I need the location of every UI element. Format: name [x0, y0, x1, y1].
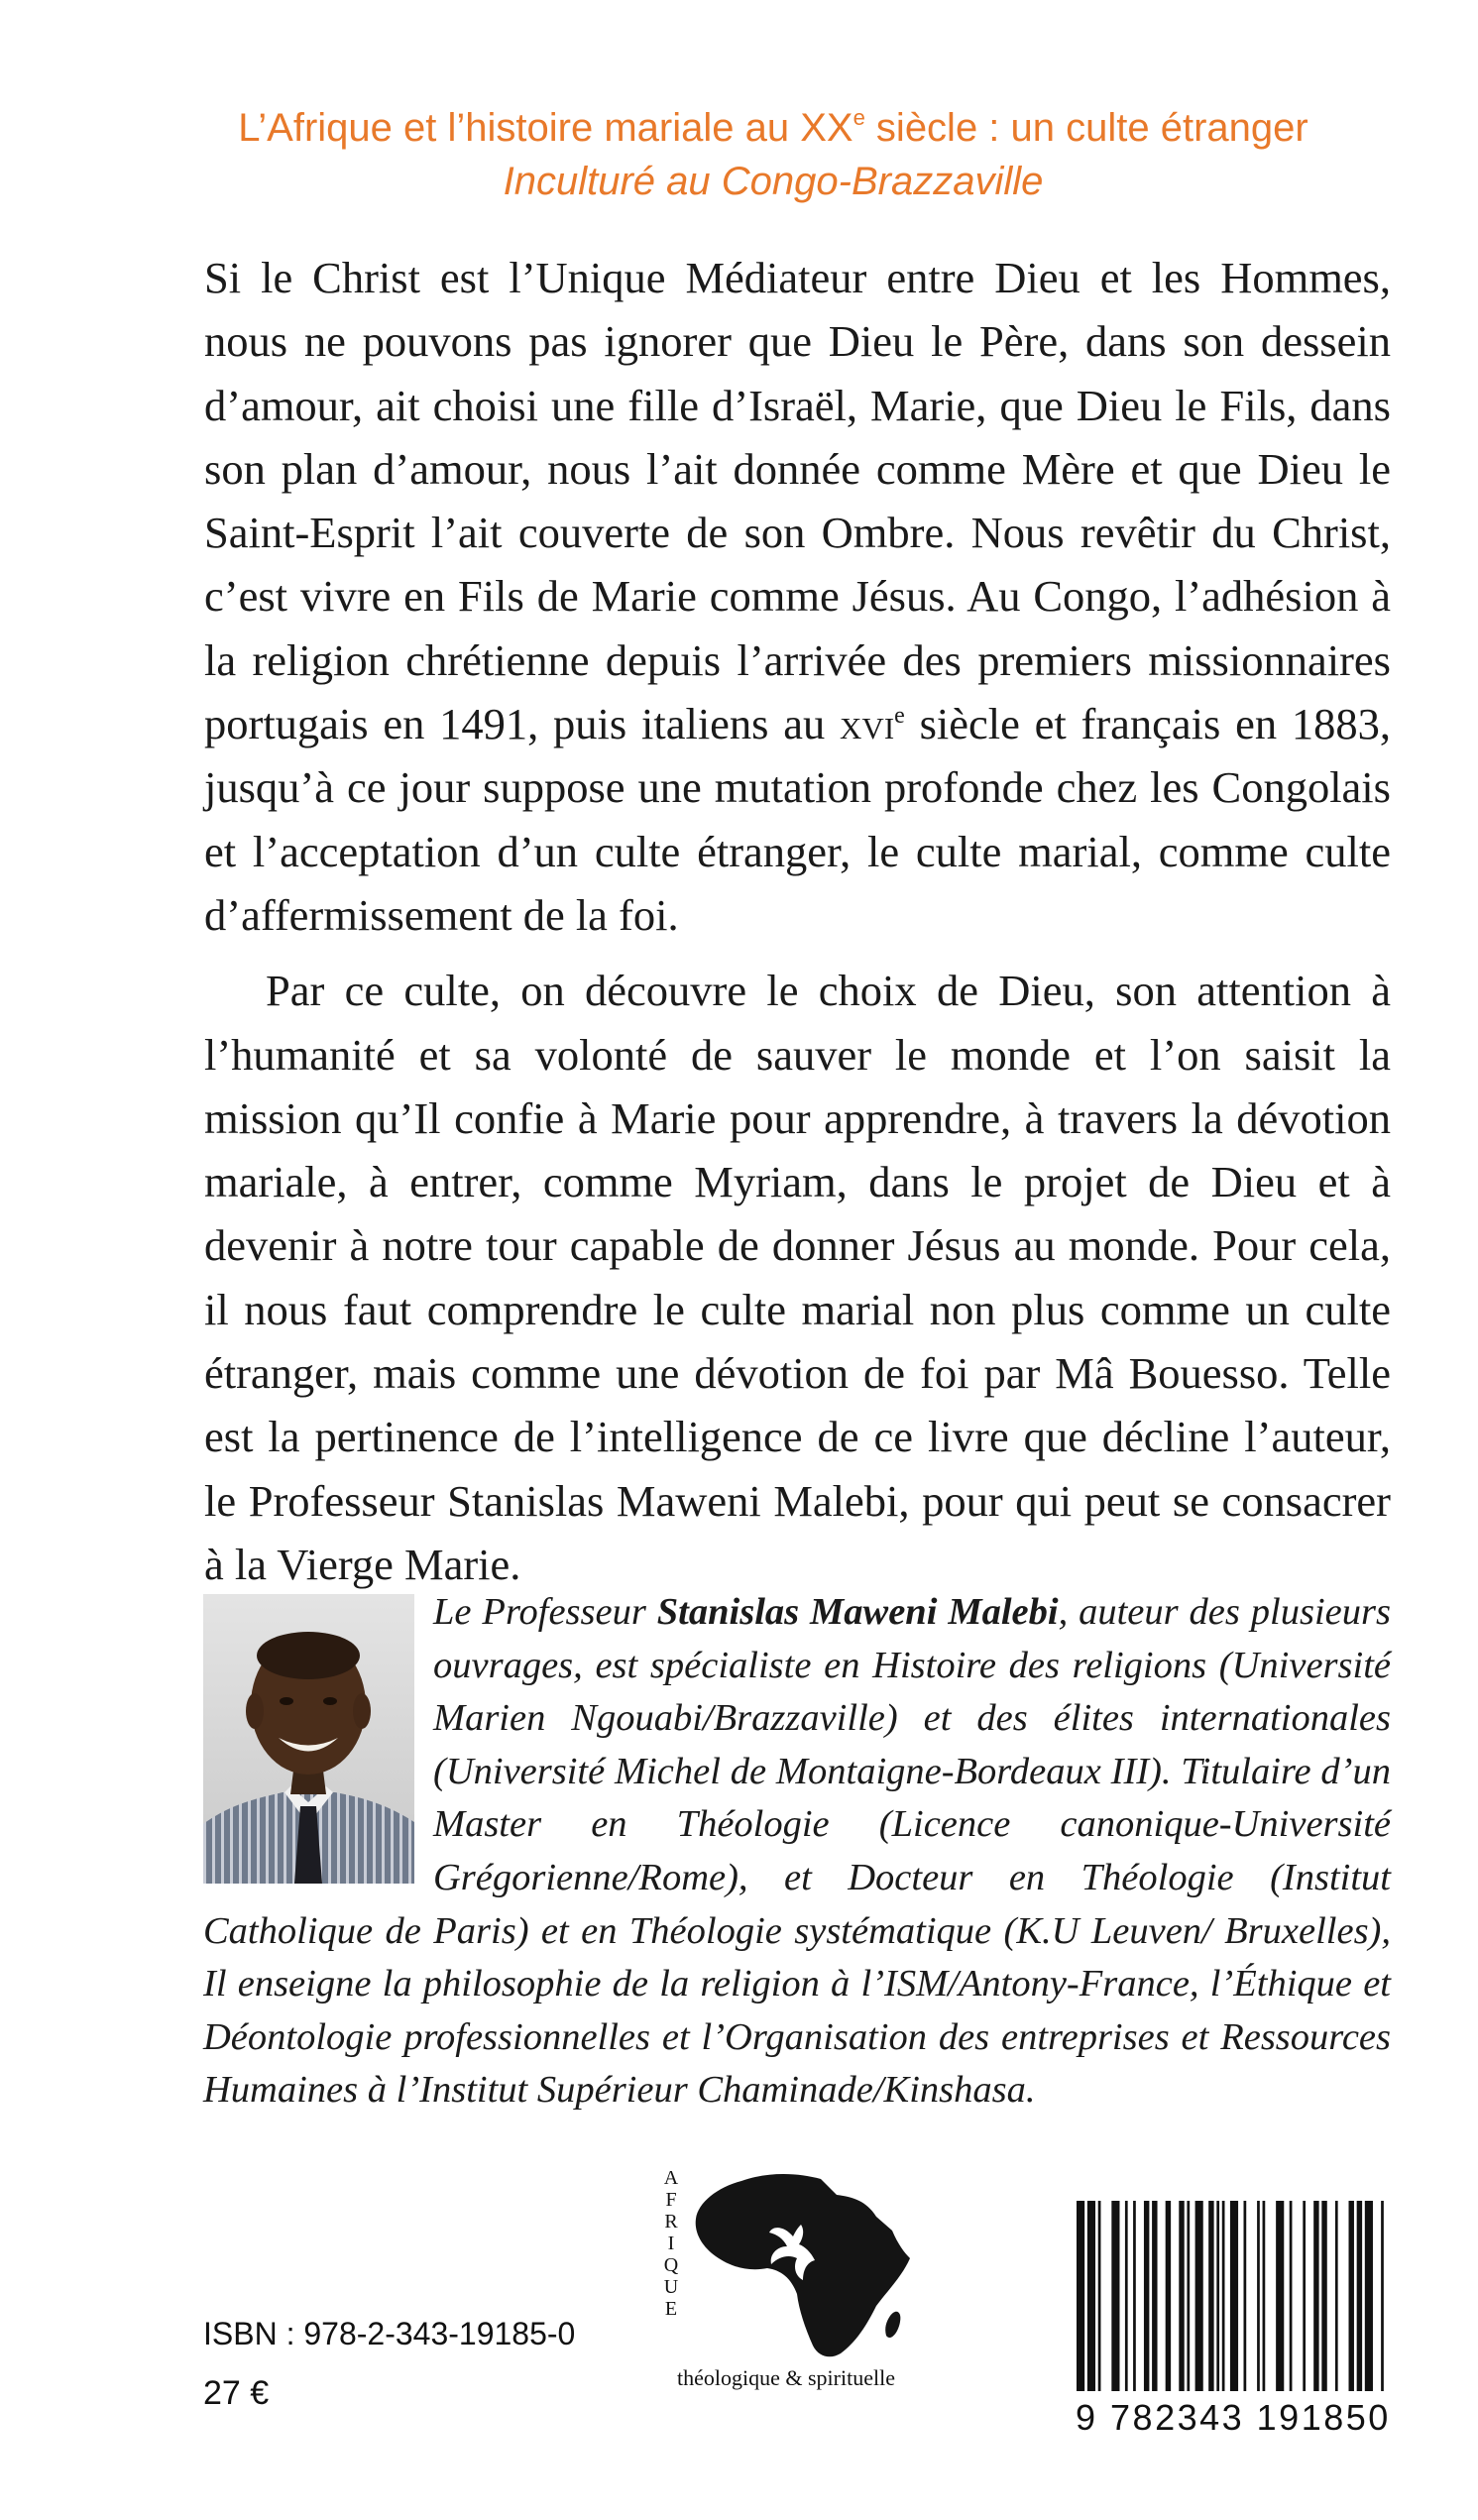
barcode-bar — [1144, 2201, 1149, 2391]
barcode-bar — [1077, 2201, 1084, 2391]
barcode-bar — [1321, 2201, 1326, 2391]
p1-text-b: siècle et français en 1883, jusqu’à ce jour suppose une mutation profonde chez les Congolais et l’acceptation d’un culte étranger, le culte marial, comme culte d’affermissement de la foi. — [204, 699, 1391, 940]
logo-letter: A — [663, 2167, 679, 2189]
publisher-logo — [642, 2167, 910, 2395]
logo-letter: R — [664, 2211, 678, 2233]
title-line-1-text: L’Afrique et l’histoire mariale au XX — [238, 106, 853, 150]
barcode-bar — [1290, 2201, 1293, 2391]
barcode-bar — [1222, 2201, 1225, 2391]
barcode-bar — [1276, 2201, 1284, 2391]
barcode-bar — [1335, 2201, 1338, 2391]
barcode-bar — [1381, 2201, 1384, 2391]
barcode — [1076, 2201, 1393, 2449]
barcode-bar — [1098, 2201, 1101, 2391]
title-line-1-end: siècle : un culte étranger — [864, 106, 1308, 150]
barcode-bar — [1244, 2201, 1247, 2391]
title-superscript: e — [853, 105, 865, 130]
logo-letter: Q — [663, 2254, 679, 2276]
logo-letter: F — [665, 2189, 677, 2211]
africa-map-icon — [682, 2167, 920, 2365]
barcode-bar — [1087, 2201, 1095, 2391]
barcode-bar — [1365, 2201, 1373, 2391]
logo-letter: U — [663, 2276, 679, 2298]
barcode-bar — [1349, 2201, 1354, 2391]
logo-letter: E — [664, 2298, 678, 2320]
title-line-1 — [149, 101, 1398, 155]
summary-paragraph-1 — [204, 246, 1391, 947]
bio-intro: Le Professeur — [433, 1591, 657, 1633]
barcode-bar — [1179, 2201, 1184, 2391]
barcode-number: 9 782343 191850 — [1076, 2397, 1391, 2438]
summary-paragraph-2: Par ce culte, on découvre le choix de Dieu, son attention à l’humanité et sa volonté de sauver le monde et l’on saisit la mission qu’Il confie à Marie pour apprendre, à travers la dévotion mariale, à entrer, comme Myriam, dans le projet de Dieu et à devenir à notre tour capable de donner Jésus au monde. Pour cela, il nous faut comprendre le culte marial non plus comme un culte étranger, mais comme une dévotion de foi par Mâ Bouesso. Telle est la pertinence de l’intelligence de ce livre que décline l’auteur, le Professeur Stanislas Maweni Malebi, pour qui peut se consacrer à la Vierge Marie. — [204, 966, 1391, 1589]
barcode-bar — [1313, 2201, 1318, 2391]
title-line-2: Inculturé au Congo-Brazzaville — [503, 160, 1044, 203]
photo-wrap-space — [203, 1586, 433, 1901]
author-biography — [203, 1586, 1391, 2118]
barcode-bar — [1125, 2201, 1128, 2391]
barcode-bar — [1230, 2201, 1238, 2391]
barcode-bar — [1195, 2201, 1203, 2391]
p1-text-a: Si le Christ est l’Unique Médiateur entre Dieu et les Hommes, nous ne pouvons pas ignorer que Dieu le Père, dans son dessein d’amour, ait choisi une fille d’Israël, Marie, que Dieu le Fils, dans son plan d’amour, nous l’ait donnée comme Mère et que Dieu le Saint-Esprit l’ait couverte de son Ombre. Nous revêtir du Christ, c’est vivre en Fils de Marie comme Jésus. Au Congo, l’adhésion à la religion chrétienne depuis l’arrivée des premiers missionnaires portugais en 1491, puis italiens au — [204, 253, 1391, 749]
barcode-bar — [1187, 2201, 1190, 2391]
barcode-bar — [1152, 2201, 1157, 2391]
barcode-bar — [1263, 2201, 1266, 2391]
barcode-bar — [1216, 2201, 1219, 2391]
cover-title — [149, 101, 1398, 208]
logo-letter: I — [667, 2233, 675, 2254]
p1-century-sup: e — [894, 703, 905, 730]
barcode-bar — [1111, 2201, 1119, 2391]
barcode-bar — [1166, 2201, 1171, 2391]
barcode-bar — [1357, 2201, 1362, 2391]
barcode-bar — [1208, 2201, 1213, 2391]
price: 27 € — [203, 2374, 270, 2412]
isbn: ISBN : 978-2-343-19185-0 — [203, 2316, 576, 2351]
summary-text — [204, 246, 1391, 1596]
p1-century: xvi — [840, 699, 895, 749]
barcode-bar — [1303, 2201, 1306, 2391]
author-name: Stanislas Maweni Malebi — [656, 1591, 1059, 1633]
barcode-icon — [1076, 2201, 1393, 2391]
barcode-bar — [1133, 2201, 1136, 2391]
bio-text: , auteur des plusieurs ouvrages, est spécialiste en Histoire des religions (Université Marien Ngouabi/Brazzaville) et des élites internationales (Université Michel de Montaigne-Bordeaux III). Titulaire d’un Master en Théologie (Licence canonique-Université Grégorienne/Rome), et Docteur en Théologie (Institut Catholique de Paris) et en Théologie systématique (K.U Leuven/ Bruxelles), Il enseigne la philosophie de la religion à l’ISM/Antony-France, l’Éthique et Déontologie professionnelles et l’Organisation des entreprises et Ressources Humaines à l’Institut Supérieur Chaminade/Kinshasa. — [203, 1591, 1391, 2112]
barcode-bar — [1257, 2201, 1260, 2391]
logo-caption: théologique & spirituelle — [677, 2365, 895, 2390]
